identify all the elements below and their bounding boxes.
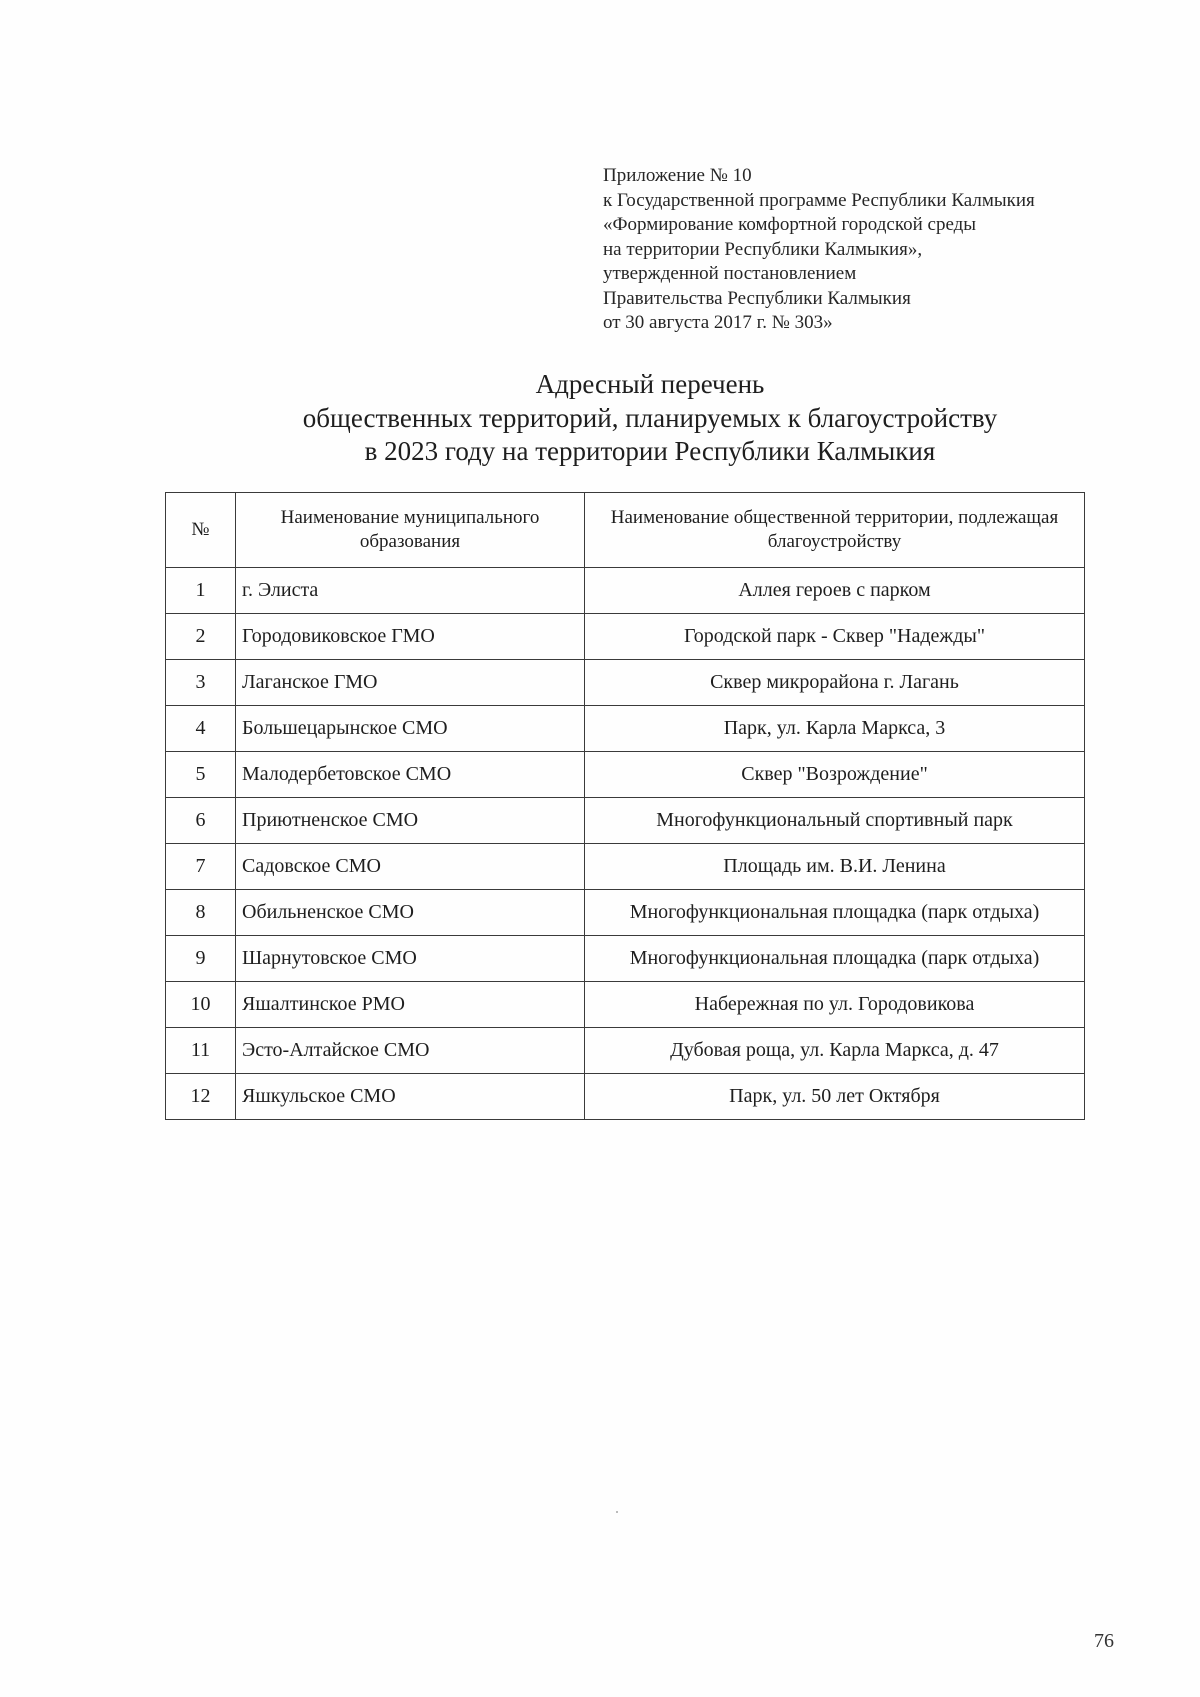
row-territory: Парк, ул. Карла Маркса, 3 <box>585 706 1085 752</box>
row-number: 2 <box>166 614 236 660</box>
row-municipality: Шарнутовское СМО <box>236 936 585 982</box>
row-municipality: Эсто-Алтайское СМО <box>236 1028 585 1074</box>
header-territory: Наименование общественной территории, подлежащая благоустройству <box>585 493 1085 568</box>
table-row <box>166 1074 1085 1120</box>
table-row <box>166 660 1085 706</box>
header-municipality: Наименование муниципального образования <box>236 493 585 568</box>
table-row <box>166 614 1085 660</box>
table-row <box>166 844 1085 890</box>
table-row <box>166 706 1085 752</box>
row-territory: Набережная по ул. Городовикова <box>585 982 1085 1028</box>
appendix-line: утвержденной постановлением <box>603 263 857 284</box>
scan-speck <box>616 1511 618 1513</box>
row-number: 11 <box>166 1028 236 1074</box>
table-row <box>166 752 1085 798</box>
territories-table <box>165 492 1085 1120</box>
title-line: Адресный перечень <box>535 369 765 399</box>
appendix-line: «Формирование комфортной городской среды <box>603 214 977 235</box>
page-number: 76 <box>1094 1630 1114 1652</box>
table-row <box>166 890 1085 936</box>
row-municipality: Садовское СМО <box>236 844 585 890</box>
row-number: 8 <box>166 890 236 936</box>
row-number: 3 <box>166 660 236 706</box>
table-row <box>166 798 1085 844</box>
row-territory: Многофункциональный спортивный парк <box>585 798 1085 844</box>
row-municipality: Малодербетовское СМО <box>236 752 585 798</box>
row-territory: Дубовая роща, ул. Карла Маркса, д. 47 <box>585 1028 1085 1074</box>
row-number: 10 <box>166 982 236 1028</box>
row-number: 12 <box>166 1074 236 1120</box>
row-number: 1 <box>166 568 236 614</box>
appendix-line: Правительства Республики Калмыкия <box>603 287 911 309</box>
row-municipality: г. Элиста <box>236 568 585 614</box>
row-number: 7 <box>166 844 236 890</box>
appendix-line: Приложение № 10 <box>603 165 752 186</box>
row-municipality: Яшалтинское РМО <box>236 982 585 1028</box>
row-territory: Площадь им. В.И. Ленина <box>585 844 1085 890</box>
row-territory: Сквер "Возрождение" <box>585 752 1085 798</box>
row-territory: Аллея героев с парком <box>585 568 1085 614</box>
row-municipality: Лаганское ГМО <box>236 660 585 706</box>
row-number: 9 <box>166 936 236 982</box>
row-territory: Парк, ул. 50 лет Октября <box>585 1074 1085 1120</box>
table-row <box>166 568 1085 614</box>
appendix-line: к Государственной программе Республики Калмыкия <box>603 189 1035 211</box>
row-territory: Городской парк - Сквер "Надежды" <box>585 614 1085 660</box>
row-municipality: Городовиковское ГМО <box>236 614 585 660</box>
title-line: в 2023 году на территории Республики Калмыкия <box>364 436 936 466</box>
row-territory: Сквер микрорайона г. Лагань <box>585 660 1085 706</box>
row-municipality: Приютненское СМО <box>236 798 585 844</box>
row-territory: Многофункциональная площадка (парк отдыха) <box>585 890 1085 936</box>
header-number: № <box>166 493 236 568</box>
appendix-reference <box>603 164 1123 336</box>
table-header-row <box>166 493 1085 568</box>
table-row <box>166 982 1085 1028</box>
row-number: 5 <box>166 752 236 798</box>
row-number: 6 <box>166 798 236 844</box>
title-line: общественных территорий, планируемых к благоустройству <box>302 402 998 433</box>
row-number: 4 <box>166 706 236 752</box>
row-municipality: Большецарынское СМО <box>236 706 585 752</box>
appendix-line: на территории Республики Калмыкия», <box>603 238 923 260</box>
table-row <box>166 936 1085 982</box>
row-municipality: Обильненское СМО <box>236 890 585 936</box>
table-row <box>166 1028 1085 1074</box>
document-title <box>160 368 1140 469</box>
row-municipality: Яшкульское СМО <box>236 1074 585 1120</box>
row-territory: Многофункциональная площадка (парк отдыха) <box>585 936 1085 982</box>
appendix-line: от 30 августа 2017 г. № 303» <box>603 312 833 333</box>
